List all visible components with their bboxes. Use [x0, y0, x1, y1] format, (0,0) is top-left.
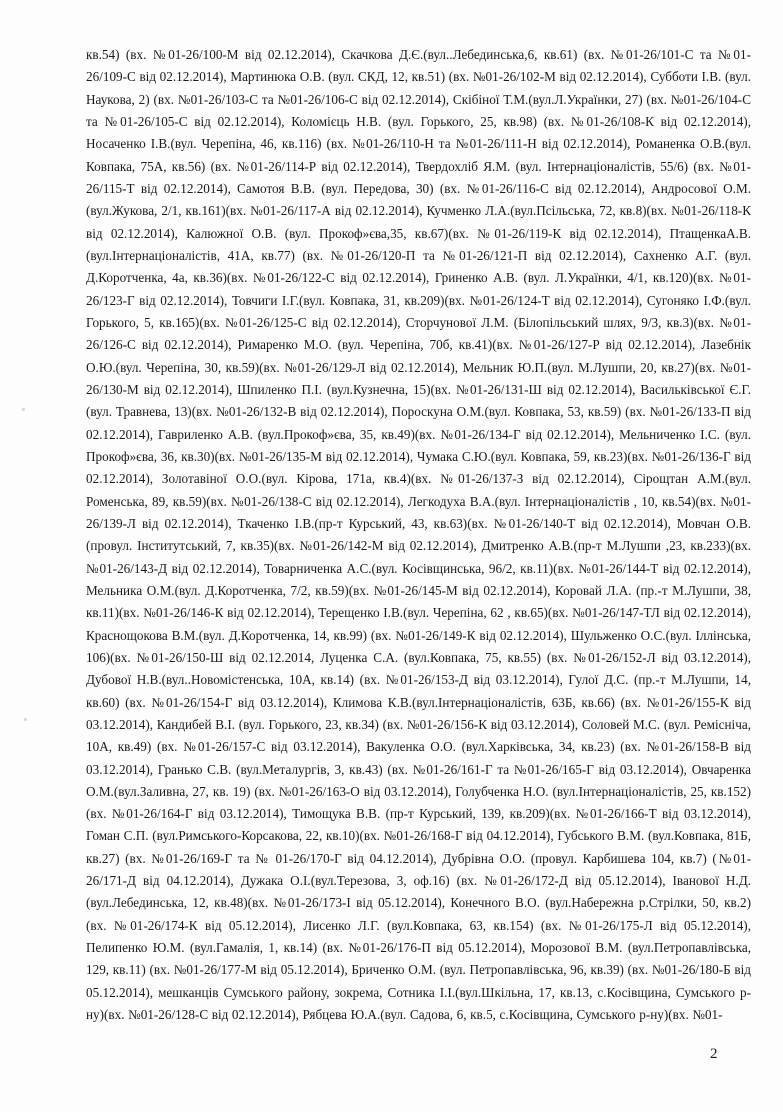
scan-mark [22, 408, 25, 411]
body-paragraph: кв.54) (вх. №01-26/100-М від 02.12.2014), Скачкова Д.Є.(вул..Лебединська,6, кв.61) (вх. №01-26/101-С та №01-26/109-С від 02.12.2014), Мартинюка О.В. (вул. СКД, 12, кв.51) (вх. №01-26/102-М від 02.12.2014), Субботи І.В. (вул. Наукова, 2) (вх. №01-26/103-С та №01-26/106-С від 02.12.2014), Скібіної Т.М.(вул.Л.Українки, 27) (вх. №01-26/104-С та №01-26/105-С від 02.12.2014), Коломієць Н.В. (вул. Горького, 25, кв.98) (вх. №01-26/108-К від 02.12.2014), Носаченко І.В.(вул. Черепіна, 46, кв.116) (вх. №01-26/110-Н та №01-26/111-Н від 02.12.2014), Романенка О.В.(вул. Ковпака, 75А, кв.56) (вх. №01-26/114-Р від 02.12.2014), Твердохліб Я.М. (вул. Інтернаціоналістів, 55/6) (вх. №01-26/115-Т від 02.12.2014), Самотоя В.В. (вул. Передова, 30) (вх. №01-26/116-С від 02.12.2014), Андросової О.М.(вул.Жукова, 2/1, кв.161)(вх. №01-26/117-А від 02.12.2014), Кучменко Л.А.(вул.Псільська, 72, кв.8)(вх. №01-26/118-К від 02.12.2014), Калюжної О.В. (вул. Прокоф»єва,35, кв.67)(вх. №01-26/119-К від 02.12.2014), ПтащенкаА.В. (вул.Інтернаціоналістів, 41А, кв.77) (вх. №01-26/120-П та №01-26/121-П від 02.12.2014), Сахненко А.Г. (вул. Д.Коротченка, 4а, кв.36)(вх. №01-26/122-С від 02.12.2014), Гриненко А.В. (вул. Л.Українки, 4/1, кв.120)(вх. №01-26/123-Г від 02.12.2014), Товчиги І.Г.(вул. Ковпака, 31, кв.209)(вх. №01-26/124-Т від 02.12.2014), Сугоняко І.Ф.(вул. Горького, 5, кв.165)(вх. №01-26/125-С від 02.12.2014), Сторчунової Л.М. (Білопільський шлях, 9/3, кв.3)(вх. №01-26/126-С від 02.12.2014), Римаренко М.О. (вул. Черепіна, 70б, кв.41)(вх. №01-26/127-Р від 02.12.2014), Лазебнік О.Ю.(вул. Черепіна, 30, кв.59)(вх. №01-26/129-Л від 02.12.2014), Мельник Ю.П.(вул. М.Лушпи, 20, кв.27)(вх. №01-26/130-М від 02.12.2014), Шпиленко П.І. (вул.Кузнечна, 15)(вх. №01-26/131-Ш від 02.12.2014), Васильківської Є.Г.(вул. Травнева, 13)(вх. №01-26/132-В від 02.12.2014), Пороскуна О.М.(вул. Ковпака, 53, кв.59) (вх. №01-26/133-П від 02.12.2014), Гавриленко А.В. (вул.Прокоф»єва, 35, кв.49)(вх. №01-26/134-Г від 02.12.2014), Мельниченко І.С. (вул. Прокоф»єва, 36, кв.30)(вх. №01-26/135-М від 02.12.2014), Чумака С.Ю.(вул. Ковпака, 59, кв.23)(вх. №01-26/136-Г від 02.12.2014), Золотавіної О.О.(вул. Кірова, 171а, кв.4)(вх. №01-26/137-З від 02.12.2014), Сірощтан А.М.(вул. Роменська, 89, кв.59)(вх. №01-26/138-С від 02.12.2014), Легкодуха В.А.(вул. Інтернаціоналістів , 10, кв.54)(вх. №01-26/139-Л від 02.12.2014), Ткаченко І.В.(пр-т Курський, 43, кв.63)(вх. №01-26/140-Т від 02.12.2014), Мовчан О.В.(провул. Інститутський, 7, кв.35)(вх. №01-26/142-М від 02.12.2014), Дмитренко А.В.(пр-т М.Лушпи ,23, кв.233)(вх. №01-26/143-Д від 02.12.2014), Товарниченка А.С.(вул. Косівщинська, 96/2, кв.11)(вх. №01-26/144-Т від 02.12.2014), Мельника О.М.(вул. Д.Коротченка, 7/2, кв.59)(вх. №01-26/145-М від 02.12.2014), Коровай Л.А. (пр.-т М.Лушпи, 38, кв.11)(вх. №01-26/146-К від 02.12.2014), Терещенко І.В.(вул. Черепіна, 62 , кв.65)(вх. №01-26/147-ТЛ від 02.12.2014), Краснощокова В.М.(вул. Д.Коротченка, 14, кв.99) (вх. №01-26/149-К від 02.12.2014), Шульженко О.С.(вул. Іллінська, 106)(вх. №01-26/150-Ш від 02.12.2014, Луценка С.А. (вул.Ковпака, 75, кв.55) (вх. №01-26/152-Л від 03.12.2014), Дубової Н.В.(вул..Новомістенська, 10А, кв.14) (вх. №01-26/153-Д від 03.12.2014), Гулої Д.С. (пр.-т М.Лушпи, 14, кв.60) (вх. №01-26/154-Г від 03.12.2014), Климова К.В.(вул.Інтернаціоналістів, 63Б, кв.66) (вх. №01-26/155-К від 03.12.2014), Кандибей В.І. (вул. Горького, 23, кв.34) (вх. №01-26/156-К від 03.12.2014), Соловей М.С. (вул. Ремісніча, 10А, кв.49) (вх. №01-26/157-С від 03.12.2014), Вакуленка О.О. (вул.Харківська, 34, кв.23) (вх. №01-26/158-В від 03.12.2014), Гранько С.В. (вул.Металургів, 3, кв.43) (вх. №01-26/161-Г та №01-26/165-Г від 03.12.2014), Овчаренка О.М.(вул.Заливна, 27, кв. 19) (вх. №01-26/163-О від 03.12.2014), Голубченка Н.О. (вул.Інтернаціоналістів, 25, кв.152) (вх. №01-26/164-Г від 03.12.2014), Тимощука В.В. (пр-т Курський, 139, кв.209)(вх. №01-26/166-Т від 03.12.2014), Гоман С.П. (вул.Римського-Корсакова, 22, кв.10)(вх. №01-26/168-Г від 04.12.2014), Губського В.М. (вул.Ковпака, 81Б, кв.27) (вх. №01-26/169-Г та № 01-26/170-Г від 04.12.2014), Дубрівна О.О. (провул. Карбишева 104, кв.7) (№01-26/171-Д від 04.12.2014), Дужака О.І.(вул.Терезова, 3, оф.16) (вх. №01-26/172-Д від 05.12.2014), Іванової Н.Д.(вул.Лебединська, 12, кв.48)(вх. №01-26/173-І від 05.12.2014), Конечного В.О. (вул.Набережна р.Стрілки, 50, кв.2) (вх. №01-26/174-К від 05.12.2014), Лисенко Л.Г. (вул.Ковпака, 63, кв.154) (вх. №01-26/175-Л від 05.12.2014), Пелипенко Ю.М. (вул.Гамалія, 1, кв.14) (вх. №01-26/176-П від 05.12.2014), Морозової В.М. (вул.Петропавлівська, 129, кв.11) (вх. №01-26/177-М від 05.12.2014), Бриченко О.М. (вул. Петропавлівська, 96, кв.39) (вх. №01-26/180-Б від 05.12.2014), мешканців Сумського району, зокрема, Сотника І.І.(вул.Шкільна, 17, кв.13, с.Косівщина, Сумського р-ну)(вх. №01-26/128-С від 02.12.2014), Рябцева Ю.А.(вул. Садова, 6, кв.5, с.Косівщина, Сумського р-ну)(вх. №01- [86, 47, 751, 1023]
page-number: 2 [710, 1046, 718, 1062]
scan-mark [24, 718, 27, 721]
